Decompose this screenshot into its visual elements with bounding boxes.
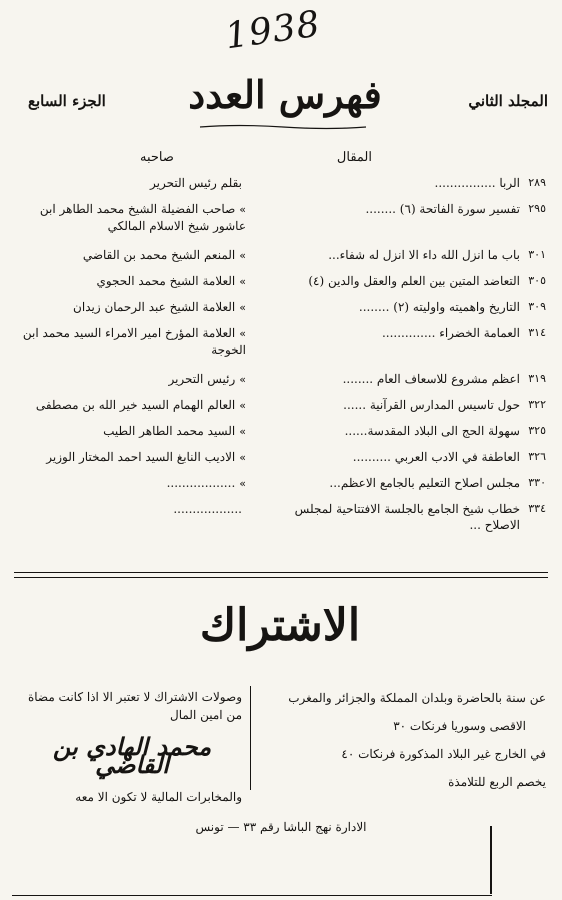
rate-line: الاقصى وسوريا فرنكات ٣٠ — [393, 719, 526, 733]
article-author — [14, 449, 246, 466]
article-title: مجلس اصلاح التعليم بالجامع الاعظم... — [329, 476, 520, 490]
ditto-mark: » — [239, 373, 246, 386]
ditto-mark: » — [239, 451, 246, 464]
page-border-right — [490, 826, 492, 894]
subscription-title: الاشتراك — [199, 600, 361, 651]
rate-line: عن سنة بالحاضرة وبلدان المملكة والجزائر والمغرب — [288, 691, 546, 705]
author-name: بقلم رئيس التحرير — [150, 176, 242, 190]
article-author — [14, 475, 246, 492]
article-title: سهولة الحج الى البلاد المقدسة...... — [344, 424, 520, 438]
subscription-rates — [246, 688, 546, 800]
article-author — [14, 201, 246, 234]
page-number: ٣٠٩ — [528, 300, 546, 313]
column-divider — [250, 686, 251, 790]
toc-row — [16, 325, 546, 359]
ditto-mark: » — [239, 327, 246, 340]
article-title: حول تاسيس المدارس القرآنية ...... — [343, 398, 520, 412]
page-number: ٣٢٦ — [528, 450, 546, 463]
table-of-contents — [16, 175, 546, 545]
article-author — [14, 397, 246, 414]
article-title: التعاضد المتين بين العلم والعقل والدين (٤) — [308, 274, 520, 288]
toc-row — [16, 247, 546, 263]
article-author — [14, 175, 246, 192]
article-author — [14, 299, 246, 316]
ditto-mark: » — [239, 301, 246, 314]
author-name: السيد محمد الطاهر الطيب — [103, 424, 236, 438]
article-title: العمامة الخضراء .............. — [381, 326, 520, 340]
volume-label: المجلد الثاني — [468, 92, 548, 110]
toc-row — [16, 273, 546, 289]
ditto-mark: » — [239, 203, 246, 216]
article-author — [14, 273, 246, 290]
author-name: .................. — [173, 502, 242, 516]
column-head-author: صاحبه — [140, 150, 174, 165]
subscription-notes — [22, 688, 242, 806]
toc-row — [16, 423, 546, 439]
article-title: العاطفة في الادب العربي .......... — [352, 450, 520, 464]
author-name: العلامة الشيخ عبد الرحمان زيدان — [73, 300, 236, 314]
page-number: ٣٣٤ — [528, 502, 546, 515]
rate-line: يخصم الربع للتلامذة — [448, 775, 546, 789]
page-number: ٢٨٩ — [528, 176, 546, 189]
section-divider — [14, 572, 548, 578]
author-name: الاديب النابغ السيد احمد المختار الوزير — [46, 450, 236, 464]
toc-row — [16, 475, 546, 491]
article-author — [14, 371, 246, 388]
page-number: ٣١٤ — [528, 326, 546, 339]
page-number: ٣٠٥ — [528, 274, 546, 287]
article-author — [14, 423, 246, 440]
page-number: ٢٩٥ — [528, 202, 546, 215]
toc-row — [16, 175, 546, 191]
page-number: ٣٠١ — [528, 248, 546, 261]
page-number: ٣٢٥ — [528, 424, 546, 437]
toc-row — [16, 299, 546, 315]
author-name: صاحب الفضيلة الشيخ محمد الطاهر ابن عاشور شيخ الاسلام المالكي — [39, 202, 246, 233]
part-label: الجزء السابع — [28, 92, 106, 110]
article-author — [14, 501, 246, 518]
article-author — [14, 247, 246, 264]
page-number: ٣٣٠ — [528, 476, 546, 489]
article-author — [14, 325, 246, 358]
toc-row — [16, 201, 546, 235]
author-name: العالم الهمام السيد خير الله بن مصطفى — [35, 398, 236, 412]
author-name: العلامة المؤرخ امير الامراء السيد محمد ابن الخوجة — [22, 326, 246, 357]
author-name: المنعم الشيخ محمد بن القاضي — [82, 248, 236, 262]
toc-row — [16, 501, 546, 535]
page-title: فهرس العدد — [188, 72, 382, 117]
administration-address: الادارة نهج الباشا رقم ٣٣ — تونس — [195, 820, 367, 834]
page-number: ٣٢٢ — [528, 398, 546, 411]
article-title: باب ما انزل الله داء الا انزل له شفاء... — [328, 248, 520, 262]
author-name: رئيس التحرير — [168, 372, 236, 386]
toc-row — [16, 449, 546, 465]
ditto-mark: » — [239, 399, 246, 412]
correspondence-note: والمخابرات المالية لا تكون الا معه — [75, 790, 242, 804]
toc-row — [16, 371, 546, 387]
article-title: تفسير سورة الفاتحة (٦) ........ — [365, 202, 520, 216]
treasurer-signature: محمد الهادي بن القاضي — [52, 732, 212, 779]
ditto-mark: » — [239, 249, 246, 262]
rate-line: في الخارج غير البلاد المذكورة فرنكات ٤٠ — [341, 747, 546, 761]
column-head-article: المقال — [336, 150, 372, 165]
receipt-note: وصولات الاشتراك لا تعتبر الا اذا كانت مضاة من امين المال — [27, 690, 242, 722]
article-title: خطاب شيخ الجامع بالجلسة الافتتاحية لمجلس الاصلاح ... — [294, 502, 520, 532]
article-title: الربا ................ — [434, 176, 520, 190]
ditto-mark: » — [239, 477, 246, 490]
author-name: العلامة الشيخ محمد الحجوي — [96, 274, 236, 288]
article-title: اعظم مشروع للاسعاف العام ........ — [342, 372, 520, 386]
ditto-mark: » — [239, 425, 246, 438]
page-number: ٣١٩ — [528, 372, 546, 385]
author-name: .................. — [166, 476, 236, 490]
toc-row — [16, 397, 546, 413]
handwritten-year: 1938 — [222, 3, 324, 58]
article-title: التاريخ واهميته واوليته (٢) ........ — [358, 300, 520, 314]
page-border-bottom — [12, 895, 492, 896]
ditto-mark: » — [239, 275, 246, 288]
title-ornament — [198, 124, 368, 130]
